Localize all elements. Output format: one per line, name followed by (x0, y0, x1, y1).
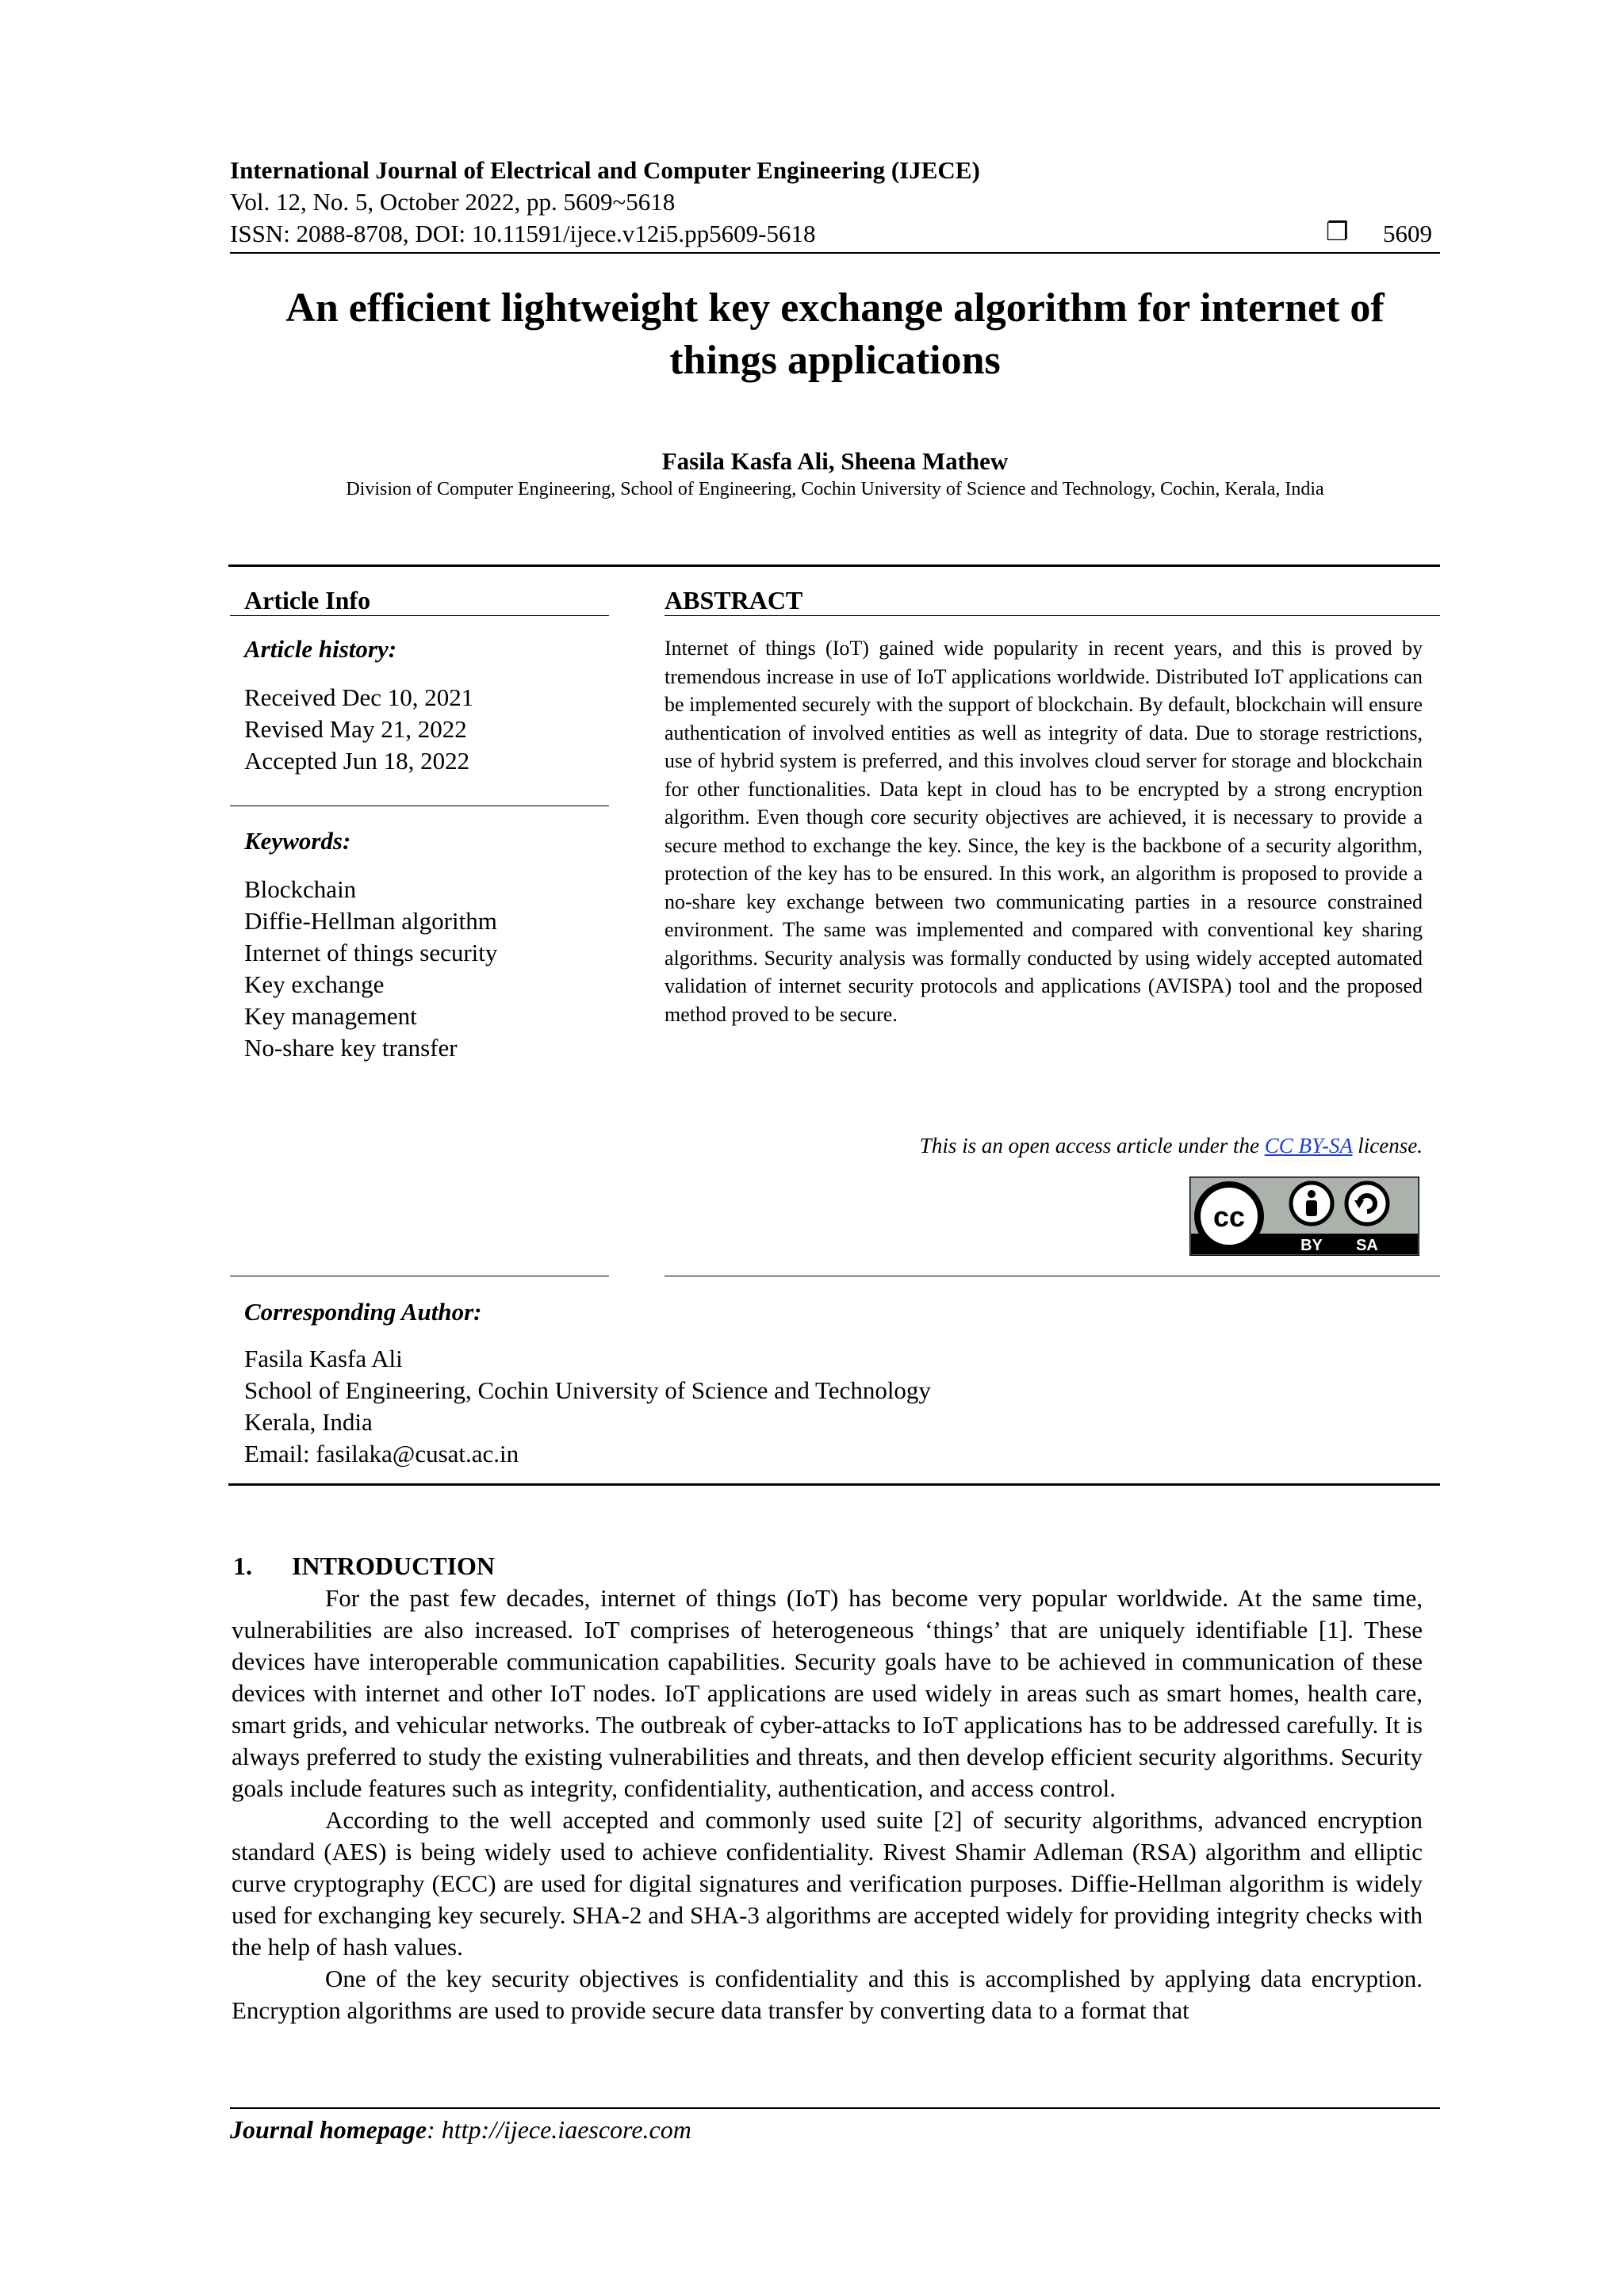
issn-doi: ISSN: 2088-8708, DOI: 10.11591/ijece.v12i5.pp5609-5618 (230, 220, 816, 247)
keywords-list (244, 874, 497, 1064)
intro-paragraph-1: For the past few decades, internet of things (IoT) has become very popular worldwide. At the same time, vulnerabilities are also increased. IoT comprises of heterogeneous ‘things’ that are uniquely identifiable [1]. These devices have interoperable communication capabilities. Security goals have to be achieved in communication of these devices with internet and other IoT nodes. IoT applications are used widely in areas such as smart homes, health care, smart grids, and vehicular networks. The outbreak of cyber-attacks to IoT applications has to be addressed carefully. It is always preferred to study the existing vulnerabilities and threats, and then develop efficient security algorithms. Security goals include features such as integrity, confidentiality, authentication, and access control. (232, 1584, 1423, 1802)
journal-name: International Journal of Electrical and Computer Engineering (IJECE) (230, 156, 980, 184)
footer-rule (230, 2107, 1440, 2109)
article-history-heading: Article history: (244, 635, 397, 663)
article-info-heading: Article Info (244, 586, 371, 614)
author-location: Kerala, India (244, 1408, 373, 1436)
keywords-heading: Keywords: (244, 827, 351, 855)
keyword-item: Key exchange (244, 970, 385, 998)
article-history-list (244, 682, 473, 777)
section-number: 1. (233, 1552, 252, 1580)
corresponding-author-details (244, 1343, 931, 1470)
cc-badge-graphic (1189, 1177, 1419, 1256)
cc-by-sa-badge (1189, 1177, 1419, 1256)
sa-label: SA (1356, 1237, 1378, 1254)
by-label: BY (1300, 1237, 1323, 1254)
introduction-heading: INTRODUCTION (292, 1552, 496, 1580)
affiliation: Division of Computer Engineering, School of Engineering, Cochin University of Science and Technology, Cochin, Kerala, India (346, 479, 1324, 499)
accepted-date: Accepted Jun 18, 2022 (244, 747, 470, 775)
article-info-rule (230, 615, 609, 616)
authors: Fasila Kasfa Ali, Sheena Mathew (661, 447, 1009, 475)
box-icon: ❐ (1326, 217, 1349, 246)
keyword-item: Blockchain (244, 875, 357, 903)
cc-by-sa-link[interactable]: CC BY-SA (1264, 1134, 1353, 1158)
license-suffix: license. (1352, 1134, 1423, 1158)
info-box-top-rule (228, 564, 1440, 567)
abstract-text: Internet of things (IoT) gained wide popularity in recent years, and this is proved by tremendous increase in use of IoT applications worldwide. Distributed IoT applications can be implemented securely with the support of blockchain. By default, blockchain will ensure authentication of involved entities as well as integrity of data. Due to storage restrictions, use of hybrid system is preferred, and this involves cloud server for storage and blockchain for other functionalities. Data kept in cloud has to be encrypted by a strong encryption algorithm. Even though core security objectives are achieved, it is necessary to provide a secure method to exchange the key. Since, the key is the backbone of a security algorithm, protection of the key has to be ensured. In this work, an algorithm is proposed to provide a no-share key exchange between two communicating parties in a resource constrained environment. The same was implemented and compared with conventional key sharing algorithms. Security analysis was formally conducted by using widely accepted automated validation of internet security protocols and applications (AVISPA) tool and the proposed method proved to be secure. (665, 637, 1423, 1026)
share-alike-icon (1346, 1183, 1388, 1224)
info-box-bottom-rule (228, 1483, 1440, 1486)
author-email: Email: fasilaka@cusat.ac.in (244, 1440, 519, 1468)
corresponding-author-heading: Corresponding Author: (244, 1298, 482, 1326)
homepage-separator: : (427, 2115, 442, 2144)
homepage-label: Journal homepage (230, 2115, 427, 2144)
intro-paragraph-3: One of the key security objectives is confidentiality and this is accomplished by applying data encryption. Encryption algorithms are used to provide secure data transfer by converting data to a format that (232, 1965, 1423, 2024)
author-institution: School of Engineering, Cochin University of Science and Technology (244, 1376, 931, 1404)
journal-homepage (230, 2114, 691, 2145)
license-note (665, 1132, 1423, 1159)
title-line-2: things applications (669, 338, 1001, 383)
received-date: Received Dec 10, 2021 (244, 683, 474, 711)
abstract-heading: ABSTRACT (665, 586, 803, 614)
cc-letters: cc (1212, 1200, 1246, 1233)
page-number: 5609 (1383, 220, 1432, 247)
header-rule (230, 252, 1440, 254)
keyword-item: Diffie-Hellman algorithm (244, 907, 497, 935)
introduction-body (232, 1582, 1423, 2026)
paper-title (230, 282, 1440, 387)
volume-info: Vol. 12, No. 5, October 2022, pp. 5609~5618 (230, 188, 676, 216)
keyword-item: Internet of things security (244, 939, 498, 966)
author-name: Fasila Kasfa Ali (244, 1345, 403, 1372)
intro-paragraph-2: According to the well accepted and commonly used suite [2] of security algorithms, advanced encryption standard (AES) is being widely used to achieve confidentiality. Rivest Shamir Adleman (RSA) algorithm and elliptic curve cryptography (ECC) are used for digital signatures and verification purposes. Diffie-Hellman algorithm is widely used for exchanging key securely. SHA-2 and SHA-3 algorithms are accepted widely for providing integrity checks with the help of hash values. (232, 1806, 1423, 1961)
title-line-1: An efficient lightweight key exchange algorithm for internet of (285, 285, 1385, 331)
abstract-rule (665, 615, 1440, 616)
keyword-item: No-share key transfer (244, 1034, 458, 1062)
keyword-item: Key management (244, 1002, 417, 1030)
revised-date: Revised May 21, 2022 (244, 715, 467, 743)
license-prefix: This is an open access article under the (919, 1134, 1265, 1158)
homepage-url[interactable]: http://ijece.iaescore.com (441, 2115, 691, 2144)
